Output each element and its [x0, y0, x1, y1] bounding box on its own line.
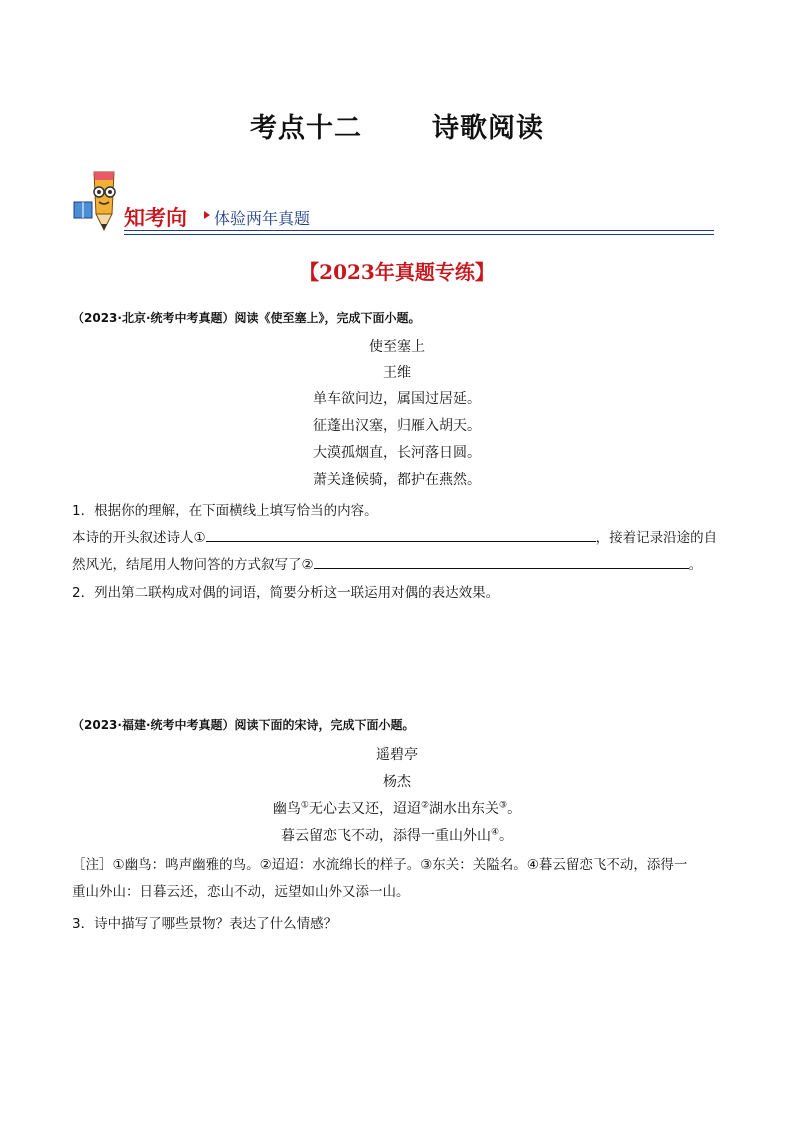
footnote-marker: ② [420, 800, 430, 811]
notes-line-1: ［注］①幽鸟：鸣声幽雅的鸟。②迢迢：水流绵长的样子。③东关：关隘名。④暮云留恋飞不动，添得一 [72, 857, 688, 873]
question-intro-2: （2023·福建·统考中考真题）阅读下面的宋诗，完成下面小题。 [72, 718, 415, 732]
poem-line: 暮云留恋飞不动，添得一重山外山④。 [280, 827, 514, 844]
fill-line-2 [72, 553, 722, 573]
question-2: 2．列出第二联构成对偶的词语，简要分析这一联运用对偶的表达效果。 [72, 585, 500, 601]
banner-title: 知考向 [124, 206, 187, 230]
footnote-marker: ③ [499, 800, 508, 811]
poem-title-2: 遥碧亭 [376, 747, 418, 763]
poem-line: 幽鸟①无心去又还，迢迢②湖水出东关③。 [272, 800, 522, 817]
fill-text-b: ，接着记录沿途的自 [595, 530, 718, 546]
page-title [0, 106, 794, 145]
fill-text-d: 。 [688, 557, 703, 573]
question-1: 1．根据你的理解，在下面横线上填写恰当的内容。 [72, 503, 378, 519]
poem-line: 单车欲问边，属国过居延。 [313, 391, 481, 407]
poem-line: 大漠孤烟直，长河落日圆。 [313, 445, 481, 461]
fill-text-c: 然风光，结尾用人物问答的方式叙写了② [72, 557, 314, 573]
poem-author-2: 杨杰 [383, 774, 411, 790]
answer-blank-1[interactable] [206, 527, 596, 542]
banner-rule [124, 230, 714, 231]
pencil-mascot-icon [72, 168, 128, 234]
answer-blank-2[interactable] [314, 554, 689, 569]
poem-author-1: 王维 [383, 365, 411, 381]
question-3: 3．诗中描写了哪些景物？表达了什么情感？ [72, 916, 338, 932]
poem-line: 征蓬出汉塞，归雁入胡天。 [313, 418, 481, 434]
fill-line-1 [72, 526, 722, 546]
banner-rule-thin [124, 234, 714, 235]
banner-subtitle: 体验两年真题 [214, 209, 311, 228]
poem-title-1: 使至塞上 [369, 339, 425, 355]
title-right: 诗歌阅读 [432, 113, 544, 144]
banner-arrow-icon [204, 211, 210, 219]
section-banner [72, 168, 714, 238]
footnote-marker: ④ [490, 827, 500, 838]
section-heading: 【2023年真题专练】 [299, 260, 495, 284]
poem-line: 萧关逢候骑，都护在燕然。 [313, 472, 481, 488]
title-left: 考点十二 [250, 113, 362, 144]
question-intro-1: （2023·北京·统考中考真题）阅读《使至塞上》，完成下面小题。 [72, 311, 421, 325]
notes-line-2: 重山外山：日暮云还，恋山不动，远望如山外又添一山。 [72, 884, 410, 900]
footnote-marker: ① [300, 800, 309, 811]
fill-text-a: 本诗的开头叙述诗人① [72, 530, 206, 546]
